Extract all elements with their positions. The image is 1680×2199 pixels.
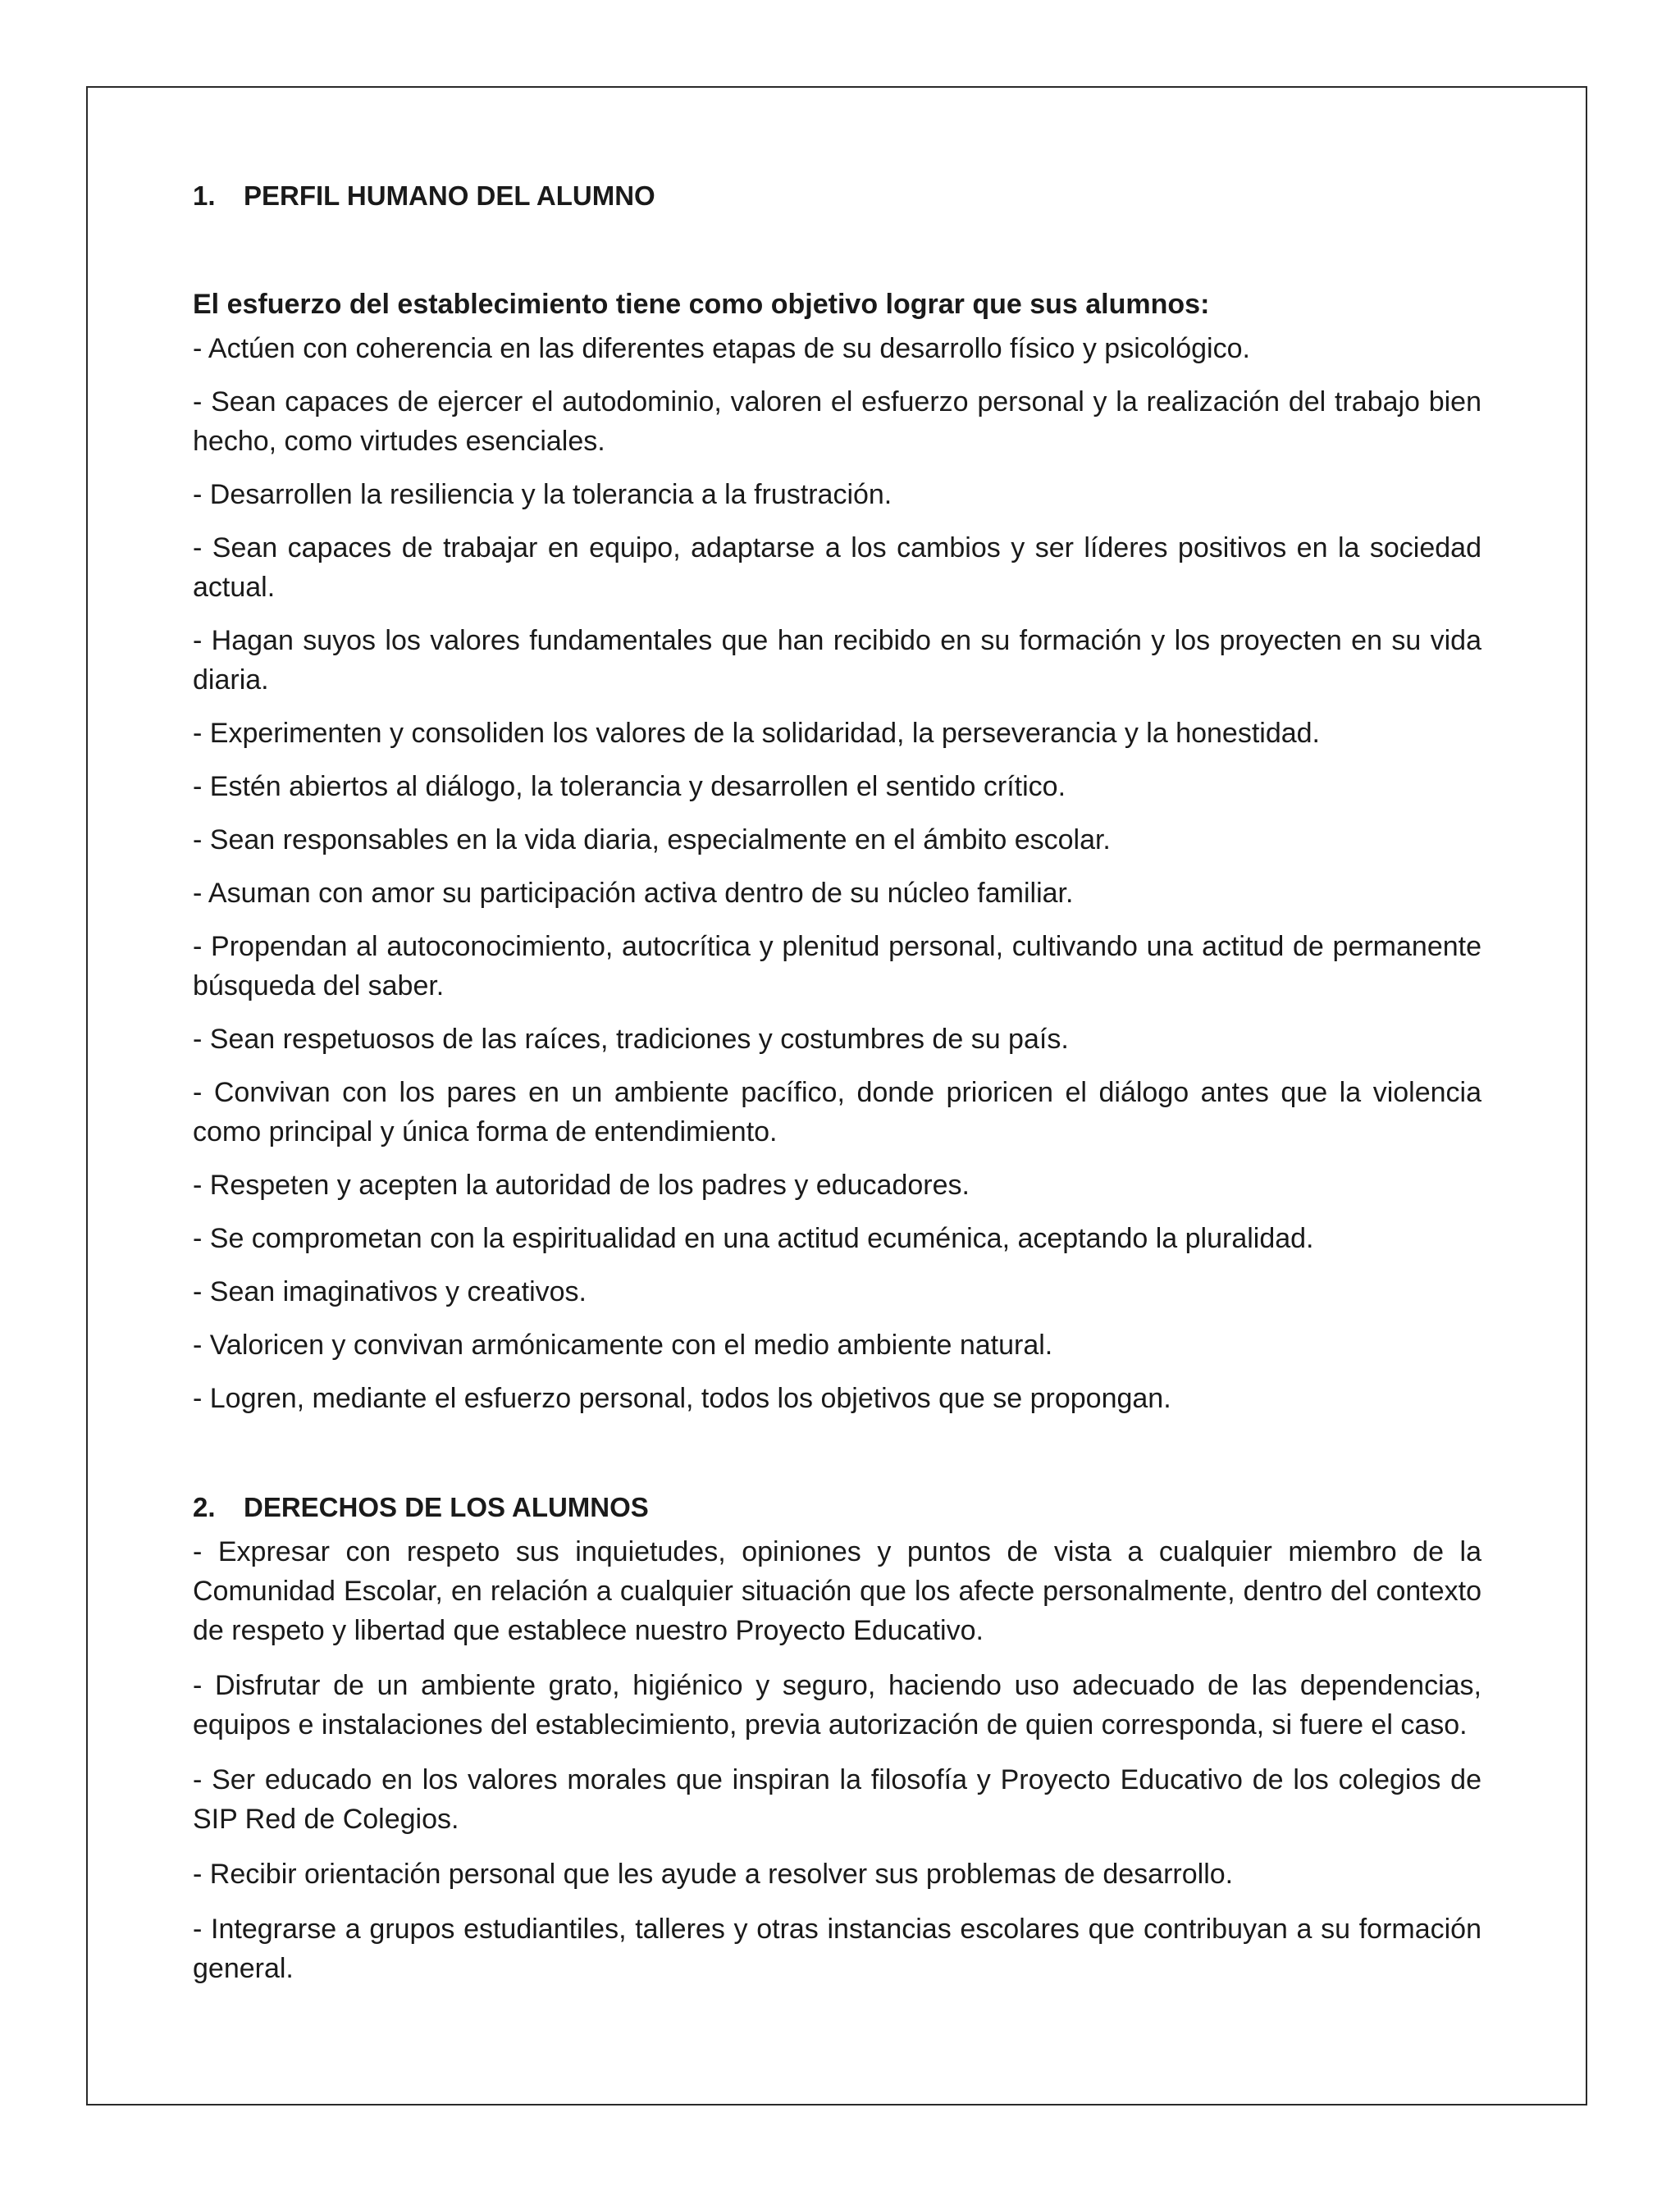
document-body xyxy=(193,176,1481,2004)
list-item: - Convivan con los pares en un ambiente pacífico, donde prioricen el diálogo antes que la violencia como principal y única forma de entendimiento. xyxy=(193,1077,1481,1147)
list-item: - Sean imaginativos y creativos. xyxy=(193,1276,587,1307)
list-item: - Actúen con coherencia en las diferentes etapas de su desarrollo físico y psicológico. xyxy=(193,333,1250,364)
list-item: - Se comprometan con la espiritualidad en una actitud ecuménica, aceptando la pluralidad. xyxy=(193,1223,1314,1254)
list-item: - Expresar con respeto sus inquietudes, opiniones y puntos de vista a cualquier miembro de la Comunidad Escolar, en relación a cualquier situación que los afecte personalmente, dentro del contexto de respeto y libertad que establece nuestro Proyecto Educativo. xyxy=(193,1536,1481,1646)
list-item: - Respeten y acepten la autoridad de los padres y educadores. xyxy=(193,1170,970,1201)
list-item: - Disfrutar de un ambiente grato, higiénico y seguro, haciendo uso adecuado de las dependencias, equipos e instalaciones del establecimiento, previa autorización de quien corresponda, si fuere el caso. xyxy=(193,1670,1481,1740)
section-1-intro: El esfuerzo del establecimiento tiene como objetivo lograr que sus alumnos: xyxy=(193,289,1210,320)
list-item: - Logren, mediante el esfuerzo personal, todos los objetivos que se propongan. xyxy=(193,1383,1171,1414)
list-item: - Propendan al autoconocimiento, autocrítica y plenitud personal, cultivando una actitud de permanente búsqueda del saber. xyxy=(193,931,1481,1001)
section-1-heading xyxy=(193,176,1481,216)
section-1-number: 1. xyxy=(193,180,216,211)
list-item: - Sean responsables en la vida diaria, especialmente en el ámbito escolar. xyxy=(193,824,1111,855)
section-2-number: 2. xyxy=(193,1492,216,1522)
list-item: - Ser educado en los valores morales que inspiran la filosofía y Proyecto Educativo de los colegios de SIP Red de Colegios. xyxy=(193,1764,1481,1835)
list-item: - Recibir orientación personal que les ayude a resolver sus problemas de desarrollo. xyxy=(193,1859,1234,1890)
section-1-title: PERFIL HUMANO DEL ALUMNO xyxy=(244,180,655,211)
section-2-heading xyxy=(193,1488,1481,1527)
list-item: - Estén abiertos al diálogo, la tolerancia y desarrollen el sentido crítico. xyxy=(193,771,1066,802)
section-1-list xyxy=(193,329,1481,1418)
list-item: - Desarrollen la resiliencia y la tolerancia a la frustración. xyxy=(193,479,892,510)
section-2-list xyxy=(193,1532,1481,1988)
list-item: - Sean capaces de trabajar en equipo, adaptarse a los cambios y ser líderes positivos en la sociedad actual. xyxy=(193,532,1481,603)
section-2-title: DERECHOS DE LOS ALUMNOS xyxy=(244,1492,649,1522)
list-item: - Asuman con amor su participación activa dentro de su núcleo familiar. xyxy=(193,878,1074,909)
list-item: - Sean respetuosos de las raíces, tradiciones y costumbres de su país. xyxy=(193,1024,1069,1055)
section-spacer xyxy=(193,1432,1481,1488)
list-item: - Hagan suyos los valores fundamentales que han recibido en su formación y los proyecten en su vida diaria. xyxy=(193,625,1481,696)
list-item: - Sean capaces de ejercer el autodominio, valoren el esfuerzo personal y la realización del trabajo bien hecho, como virtudes esenciales. xyxy=(193,386,1481,457)
list-item: - Valoricen y convivan armónicamente con el medio ambiente natural. xyxy=(193,1330,1053,1361)
list-item: - Integrarse a grupos estudiantiles, talleres y otras instancias escolares que contribuyan a su formación general. xyxy=(193,1914,1481,1984)
list-item: - Experimenten y consoliden los valores de la solidaridad, la perseverancia y la honestidad. xyxy=(193,718,1320,749)
